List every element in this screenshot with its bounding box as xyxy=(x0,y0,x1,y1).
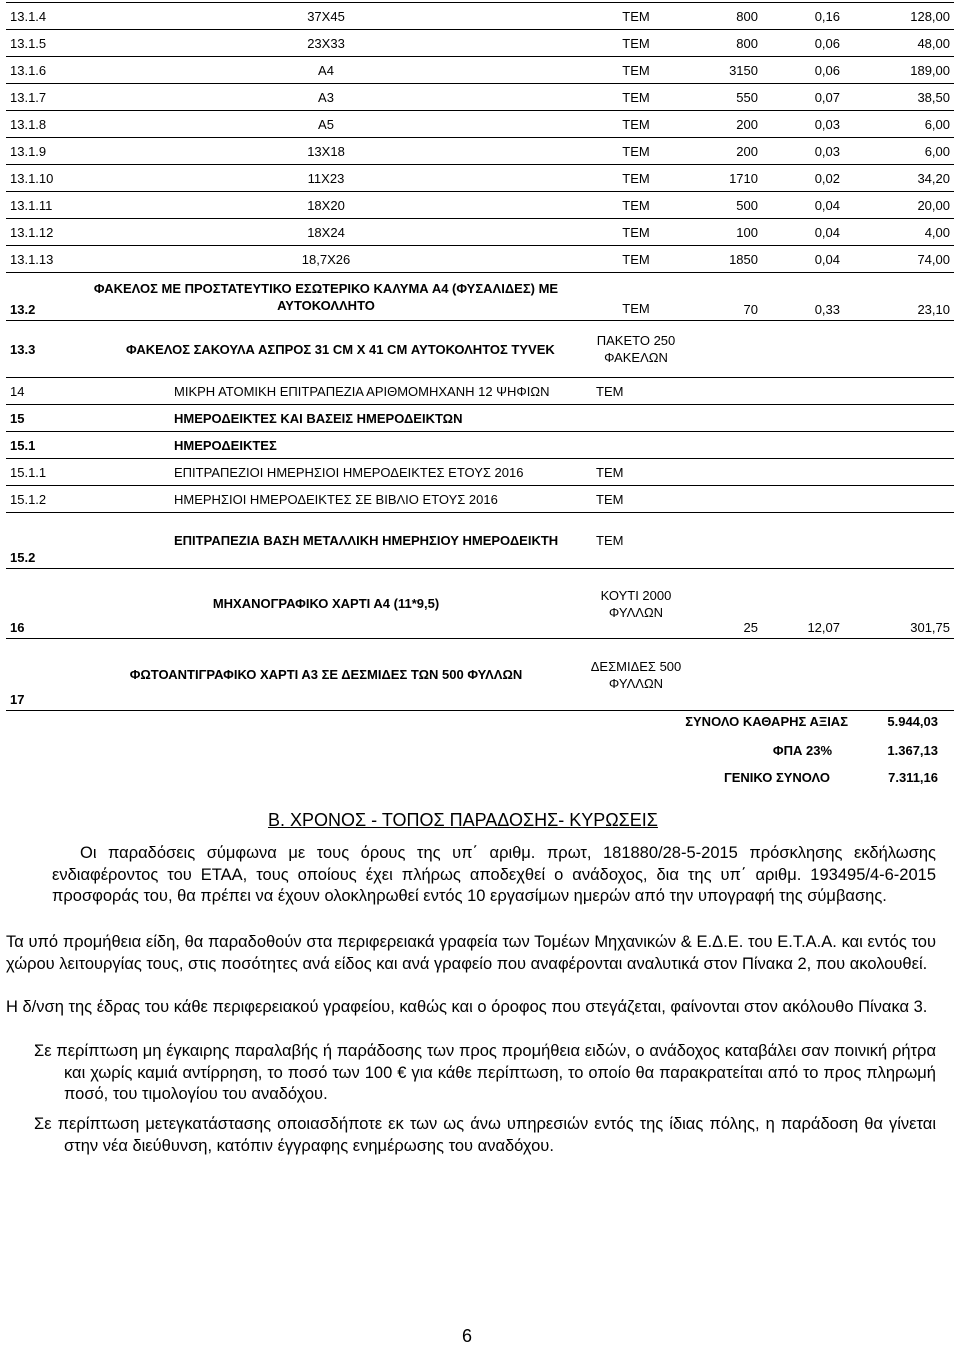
table-cell-code: 13.1.10 xyxy=(6,165,66,192)
table-cell-desc: ΗΜΕΡΟΔΕΙΚΤΕΣ ΚΑΙ ΒΑΣΕΙΣ ΗΜΕΡΟΔΕΙΚΤΩΝ xyxy=(66,405,586,432)
table-cell-unit: ΤΕΜ xyxy=(586,30,686,57)
table-cell-desc: 23Χ33 xyxy=(66,30,586,57)
table-cell-price: 12,07 xyxy=(762,569,844,639)
table-cell-total: 38,50 xyxy=(844,84,954,111)
table-cell-total: 189,00 xyxy=(844,57,954,84)
table-row xyxy=(6,486,954,513)
table-cell-total: 48,00 xyxy=(844,30,954,57)
table-cell-price: 0,16 xyxy=(762,3,844,30)
table-cell-desc: 18,7Χ26 xyxy=(66,246,586,273)
table-cell-desc: 37Χ45 xyxy=(66,3,586,30)
table-cell-total xyxy=(844,459,954,486)
table-cell-unit: ΤΕΜ xyxy=(586,459,686,486)
table-cell-desc: ΦΩΤΟΑΝΤΙΓΡΑΦΙΚΟ ΧΑΡΤΙ Α3 ΣΕ ΔΕΣΜΙΔΕΣ ΤΩΝ 500 ΦΥΛΛΩΝ xyxy=(66,639,586,711)
table-cell-unit: ΤΕΜ xyxy=(586,246,686,273)
table-cell-qty xyxy=(686,432,762,459)
table-cell-total: 128,00 xyxy=(844,3,954,30)
table-cell-code: 13.1.9 xyxy=(6,138,66,165)
table-cell-unit: ΤΕΜ xyxy=(586,273,686,321)
table-cell-desc: ΜΗΧΑΝΟΓΡΑΦΙΚΟ ΧΑΡΤΙ Α4 (11*9,5) xyxy=(66,569,586,639)
summary-net-label: ΣΥΝΟΛΟ ΚΑΘΑΡΗΣ ΑΞΙΑΣ xyxy=(685,714,848,729)
table-cell-total: 20,00 xyxy=(844,192,954,219)
table-cell-unit: ΤΕΜ xyxy=(586,486,686,513)
table-row xyxy=(6,321,954,378)
table-cell-total xyxy=(844,378,954,405)
table-cell-qty: 800 xyxy=(686,3,762,30)
table-cell-unit: ΤΕΜ xyxy=(586,57,686,84)
table-row xyxy=(6,639,954,711)
table-cell-price: 0,06 xyxy=(762,30,844,57)
table-cell-price xyxy=(762,486,844,513)
table-cell-desc: ΦΑΚΕΛΟΣ ΜΕ ΠΡΟΣΤΑΤΕΥΤΙΚΟ ΕΣΩΤΕΡΙΚΟ ΚΑΛΥΜΑ Α4 (ΦΥΣΑΛΙΔΕΣ) ΜΕ ΑΥΤΟΚΟΛΛΗΤΟ xyxy=(66,273,586,321)
table-cell-desc: ΦΑΚΕΛΟΣ ΣΑΚΟΥΛΑ ΑΣΠΡΟΣ 31 CM X 41 CM ΑΥΤΟΚΟΛΗΤΟΣ TYVEK xyxy=(66,321,586,378)
table-cell-qty: 500 xyxy=(686,192,762,219)
table-cell-price: 0,02 xyxy=(762,165,844,192)
table-cell-code: 13.1.7 xyxy=(6,84,66,111)
table-cell-unit: ΔΕΣΜΙΔΕΣ 500 ΦΥΛΛΩΝ xyxy=(586,639,686,711)
items-table xyxy=(6,2,954,711)
table-cell-qty xyxy=(686,639,762,711)
table-row xyxy=(6,3,954,30)
table-cell-code: 13.3 xyxy=(6,321,66,378)
table-cell-total: 6,00 xyxy=(844,111,954,138)
table-cell-total: 23,10 xyxy=(844,273,954,321)
table-cell-desc: Α5 xyxy=(66,111,586,138)
table-cell-qty xyxy=(686,486,762,513)
summary-vat xyxy=(638,743,938,759)
table-cell-qty xyxy=(686,405,762,432)
table-row xyxy=(6,192,954,219)
table-cell-price: 0,04 xyxy=(762,219,844,246)
table-cell-unit: ΤΕΜ xyxy=(586,192,686,219)
table-cell-code: 16 xyxy=(6,569,66,639)
table-cell-code: 17 xyxy=(6,639,66,711)
table-cell-code: 15.1 xyxy=(6,432,66,459)
table-cell-desc: ΕΠΙΤΡΑΠΕΖΙΑ ΒΑΣΗ ΜΕΤΑΛΛΙΚΗ ΗΜΕΡΗΣΙΟΥ ΗΜΕΡΟΔΕΙΚΤΗ xyxy=(66,513,586,569)
table-cell-qty xyxy=(686,459,762,486)
table-cell-price xyxy=(762,405,844,432)
table-cell-total: 6,00 xyxy=(844,138,954,165)
table-cell-price: 0,07 xyxy=(762,84,844,111)
table-cell-price xyxy=(762,378,844,405)
table-cell-desc: 13Χ18 xyxy=(66,138,586,165)
table-cell-unit: ΤΕΜ xyxy=(586,378,686,405)
table-cell-qty xyxy=(686,378,762,405)
paragraph-delivery-terms: Οι παραδόσεις σύμφωνα με τους όρους της υπ΄ αριθμ. πρωτ, 181880/28-5-2015 πρόσκλησης εκδήλωσης ενδιαφέροντος του ΕΤΑΑ, τους οποίους έχει πλήρως αποδεχθεί ο ανάδοχος, δια της υπ΄ αριθμ. 193495/4-6-2015 προσφοράς του, θα πρέπει να έχουν ολοκληρωθεί εντός 10 εργασίμων ημερών από την υπογραφή της σύμβασης. xyxy=(52,844,936,906)
section-title: Β. ΧΡΟΝΟΣ - ΤΟΠΟΣ ΠΑΡΑΔΟΣΗΣ- ΚΥΡΩΣΕΙΣ xyxy=(268,810,658,830)
table-cell-desc: ΗΜΕΡΟΔΕΙΚΤΕΣ xyxy=(66,432,586,459)
table-row xyxy=(6,432,954,459)
table-cell-price xyxy=(762,459,844,486)
table-cell-price: 0,03 xyxy=(762,138,844,165)
table-row xyxy=(6,405,954,432)
table-cell-unit: ΤΕΜ xyxy=(586,84,686,111)
table-cell-qty: 70 xyxy=(686,273,762,321)
table-cell-total: 4,00 xyxy=(844,219,954,246)
table-row xyxy=(6,138,954,165)
table-cell-qty: 550 xyxy=(686,84,762,111)
table-cell-unit: ΚΟΥΤΙ 2000 ΦΥΛΛΩΝ xyxy=(586,569,686,639)
table-cell-total xyxy=(844,432,954,459)
table-cell-unit: ΤΕΜ xyxy=(586,138,686,165)
table-cell-code: 13.2 xyxy=(6,273,66,321)
table-cell-code: 13.1.8 xyxy=(6,111,66,138)
table-row xyxy=(6,513,954,569)
table-cell-price: 0,04 xyxy=(762,246,844,273)
table-row xyxy=(6,84,954,111)
table-cell-code: 13.1.4 xyxy=(6,3,66,30)
table-cell-code: 15.1.1 xyxy=(6,459,66,486)
table-cell-qty: 25 xyxy=(686,569,762,639)
summary-vat-label: ΦΠΑ 23% xyxy=(772,743,832,758)
table-cell-code: 13.1.11 xyxy=(6,192,66,219)
table-cell-code: 15.1.2 xyxy=(6,486,66,513)
table-cell-code: 13.1.13 xyxy=(6,246,66,273)
table-cell-price: 0,06 xyxy=(762,57,844,84)
table-row xyxy=(6,57,954,84)
table-cell-unit: ΤΕΜ xyxy=(586,219,686,246)
summary-total xyxy=(638,770,938,786)
paragraph-delivery-locations: Τα υπό προμήθεια είδη, θα παραδοθούν στα περιφερειακά γραφεία των Τομέων Μηχανικών & Ε.Δ.Ε. του Ε.Τ.Α.Α. και εντός του χώρου λειτουργίας τους, στις ποσότητες ανά είδος και ανά γραφείο που αναφέρονται αναλυτικά στον Πίνακα 2, που ακολουθεί. xyxy=(6,933,936,973)
table-cell-qty: 3150 xyxy=(686,57,762,84)
table-cell-qty: 800 xyxy=(686,30,762,57)
table-row xyxy=(6,569,954,639)
summary-net xyxy=(638,714,938,730)
table-cell-desc: 11Χ23 xyxy=(66,165,586,192)
table-cell-desc: 18Χ20 xyxy=(66,192,586,219)
table-cell-price xyxy=(762,639,844,711)
table-cell-price xyxy=(762,321,844,378)
table-cell-price: 0,33 xyxy=(762,273,844,321)
table-cell-total xyxy=(844,639,954,711)
table-cell-desc: Α4 xyxy=(66,57,586,84)
table-row xyxy=(6,30,954,57)
table-cell-unit: ΤΕΜ xyxy=(586,3,686,30)
table-cell-code: 13.1.5 xyxy=(6,30,66,57)
paragraph-office-address: Η δ/νση της έδρας του κάθε περιφερειακού γραφείου, καθώς και ο όροφος που στεγάζεται, φαίνονται στον ακόλουθο Πίνακα 3. xyxy=(6,998,928,1016)
table-row xyxy=(6,273,954,321)
table-cell-qty: 100 xyxy=(686,219,762,246)
table-row xyxy=(6,378,954,405)
table-cell-code: 14 xyxy=(6,378,66,405)
table-cell-desc: ΕΠΙΤΡΑΠΕΖΙΟΙ ΗΜΕΡΗΣΙΟΙ ΗΜΕΡΟΔΕΙΚΤΕΣ ΕΤΟΥΣ 2016 xyxy=(66,459,586,486)
table-cell-total: 301,75 xyxy=(844,569,954,639)
table-cell-total xyxy=(844,321,954,378)
table-cell-total xyxy=(844,486,954,513)
table-row xyxy=(6,111,954,138)
summary-total-label: ΓΕΝΙΚΟ ΣΥΝΟΛΟ xyxy=(723,770,830,785)
table-cell-price xyxy=(762,513,844,569)
table-cell-total: 34,20 xyxy=(844,165,954,192)
table-cell-desc: ΜΙΚΡΗ ΑΤΟΜΙΚΗ ΕΠΙΤΡΑΠΕΖΙΑ ΑΡΙΘΜΟΜΗΧΑΝΗ 12 ΨΗΦΙΩΝ xyxy=(66,378,586,405)
table-cell-price: 0,03 xyxy=(762,111,844,138)
table-cell-code: 15 xyxy=(6,405,66,432)
paragraph-penalty: Σε περίπτωση μη έγκαιρης παραλαβής ή παράδοσης των προς προμήθεια ειδών, ο ανάδοχος καταβάλει σαν ποινική ρήτρα και χωρίς καμιά αντίρρηση, το ποσό των 100 € για κάθε περίπτωση, το οποίο θα παρακρατείται από το προς πληρωμή ποσό, του τιμολογίου του αναδόχου. xyxy=(34,1042,936,1104)
table-cell-total xyxy=(844,513,954,569)
table-cell-price: 0,04 xyxy=(762,192,844,219)
table-cell-qty: 1710 xyxy=(686,165,762,192)
table-cell-total xyxy=(844,405,954,432)
page-number: 6 xyxy=(462,1326,473,1346)
table-row xyxy=(6,165,954,192)
table-cell-qty: 1850 xyxy=(686,246,762,273)
table-row xyxy=(6,246,954,273)
summary-net-value: 5.944,03 xyxy=(887,714,938,729)
table-cell-unit: ΠΑΚΕΤΟ 250 ΦΑΚΕΛΩΝ xyxy=(586,321,686,378)
table-row xyxy=(6,219,954,246)
table-cell-unit: ΤΕΜ xyxy=(586,111,686,138)
table-cell-code: 15.2 xyxy=(6,513,66,569)
table-cell-desc: Α3 xyxy=(66,84,586,111)
table-cell-qty xyxy=(686,513,762,569)
table-cell-desc: ΗΜΕΡΗΣΙΟΙ ΗΜΕΡΟΔΕΙΚΤΕΣ ΣΕ ΒΙΒΛΙΟ ΕΤΟΥΣ 2016 xyxy=(66,486,586,513)
table-cell-total: 74,00 xyxy=(844,246,954,273)
table-cell-price xyxy=(762,432,844,459)
table-cell-code: 13.1.6 xyxy=(6,57,66,84)
summary-total-value: 7.311,16 xyxy=(888,770,938,785)
table-cell-unit: ΤΕΜ xyxy=(586,513,686,569)
table-cell-code: 13.1.12 xyxy=(6,219,66,246)
table-row xyxy=(6,459,954,486)
summary-vat-value: 1.367,13 xyxy=(887,743,938,758)
table-cell-qty: 200 xyxy=(686,138,762,165)
table-cell-unit xyxy=(586,432,686,459)
paragraph-relocation: Σε περίπτωση μετεγκατάστασης οποιασδήποτε εκ των ως άνω υπηρεσιών εντός της ίδιας πόλης, η παράδοση θα γίνεται στην νέα διεύθυνση, κατόπιν έγγραφης ενημέρωσης του αναδόχου. xyxy=(34,1115,936,1155)
table-cell-unit: ΤΕΜ xyxy=(586,165,686,192)
table-cell-desc: 18Χ24 xyxy=(66,219,586,246)
table-cell-qty xyxy=(686,321,762,378)
table-cell-qty: 200 xyxy=(686,111,762,138)
table-cell-unit xyxy=(586,405,686,432)
